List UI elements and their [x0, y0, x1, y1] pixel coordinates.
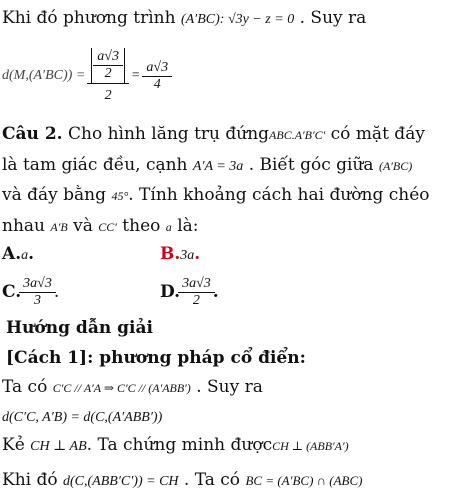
intro-text: Khi đó phương trình	[2, 8, 176, 28]
option-d-numerator: 3a√3	[182, 275, 211, 291]
question-line-3	[2, 185, 430, 206]
step-4-mid: . Ta có	[183, 470, 241, 490]
inner-numerator: a√3	[97, 49, 119, 64]
inner-denominator: 2	[93, 65, 123, 82]
distance-formula	[2, 36, 170, 116]
question-text-4: nhau	[2, 216, 45, 236]
option-d-denominator: 2	[178, 292, 215, 309]
theo-word: theo	[122, 216, 161, 236]
step-3-mid: . Ta chứng minh được	[86, 435, 273, 455]
method-heading: [Cách 1]: phương pháp cổ điển:	[6, 348, 306, 368]
option-d-dot: .	[212, 282, 219, 302]
step-3-math-2: CH ⊥ (ABB′A′)	[272, 439, 349, 453]
solution-heading: Hướng dẫn giải	[6, 318, 153, 338]
option-c-numerator: 3a√3	[23, 275, 52, 291]
intro-tail: . Suy ra	[299, 8, 367, 28]
option-b-label: B.	[160, 244, 181, 264]
step-1-math: C′C // A′A ⇒ C′C // (A′ABB′)	[52, 381, 191, 395]
option-d-label: D.	[160, 282, 181, 302]
option-c-denominator: 3	[19, 292, 56, 309]
question-tail-4: là:	[177, 216, 199, 236]
result-denominator: 4	[142, 76, 172, 93]
step-4-math-2: BC = (A′BC) ∩ (ABC)	[245, 473, 363, 488]
question-tail-2: . Biết góc giữa	[248, 155, 374, 175]
option-a-dot: .	[28, 244, 35, 264]
edge-length: A′A = 3a	[192, 159, 244, 174]
prism-name: ABC.A′B′C′	[269, 128, 326, 142]
step-1-text: Ta có	[2, 377, 48, 397]
option-a[interactable]	[2, 244, 34, 266]
intro-line	[2, 8, 366, 30]
option-d-fraction	[180, 276, 213, 309]
question-text-1: Cho hình lăng trụ đứng	[67, 124, 270, 144]
option-c[interactable]	[2, 272, 59, 312]
option-c-dot: .	[53, 282, 60, 302]
question-line-1	[2, 124, 425, 145]
distance-lhs: d(M,(A′BC)) =	[2, 68, 86, 83]
abs-fraction	[89, 48, 127, 83]
and-word: và	[73, 216, 93, 236]
inner-fraction	[95, 49, 121, 82]
question-label: Câu 2.	[2, 124, 63, 144]
solution-step-4	[2, 470, 363, 492]
plane-a-prime-bc: (A′BC)	[180, 12, 220, 27]
result-fraction	[144, 60, 170, 93]
question-text-3: và đáy bằng	[2, 185, 107, 205]
step-4-text: Khi đó	[2, 470, 58, 490]
equals-sign: =	[130, 68, 141, 83]
plane-equation: : √3y − z = 0	[219, 12, 295, 27]
option-c-label: C.	[2, 282, 22, 302]
line-a-prime-b: A′B	[50, 220, 68, 234]
question-tail-3: . Tính khoảng cách hai đường chéo	[128, 185, 430, 205]
variable-a: a	[165, 220, 172, 234]
angle-value: 45°	[111, 189, 129, 203]
option-b[interactable]	[160, 244, 200, 266]
plane-ref: (A′BC)	[378, 159, 413, 173]
question-text-2: là tam giác đều, cạnh	[2, 155, 188, 175]
result-numerator: a√3	[146, 59, 169, 75]
big-fraction	[89, 48, 127, 104]
step-1-tail: . Suy ra	[196, 377, 263, 397]
option-a-value: a	[21, 248, 29, 263]
line-cc-prime: CC′	[98, 220, 117, 234]
option-a-label: A.	[2, 244, 22, 264]
option-d[interactable]	[160, 272, 219, 312]
question-line-2	[2, 155, 412, 177]
option-b-dot: .	[194, 244, 201, 264]
option-b-value: 3a	[180, 248, 195, 263]
question-line-4	[2, 216, 199, 237]
step-4-math-1: d(C,(ABB′C′)) = CH	[63, 474, 179, 489]
step-3-math-1: CH ⊥ AB	[30, 439, 87, 454]
solution-step-1	[2, 377, 263, 398]
outer-denominator: 2	[87, 83, 129, 104]
solution-step-2	[2, 406, 162, 428]
question-tail-1: có mặt đáy	[330, 124, 425, 144]
option-c-fraction	[21, 276, 54, 309]
step-2-math: d(C′C, A′B) = d(C,(A′ABB′))	[2, 410, 163, 425]
step-3-text: Kẻ	[2, 435, 25, 455]
solution-step-3	[2, 435, 349, 457]
